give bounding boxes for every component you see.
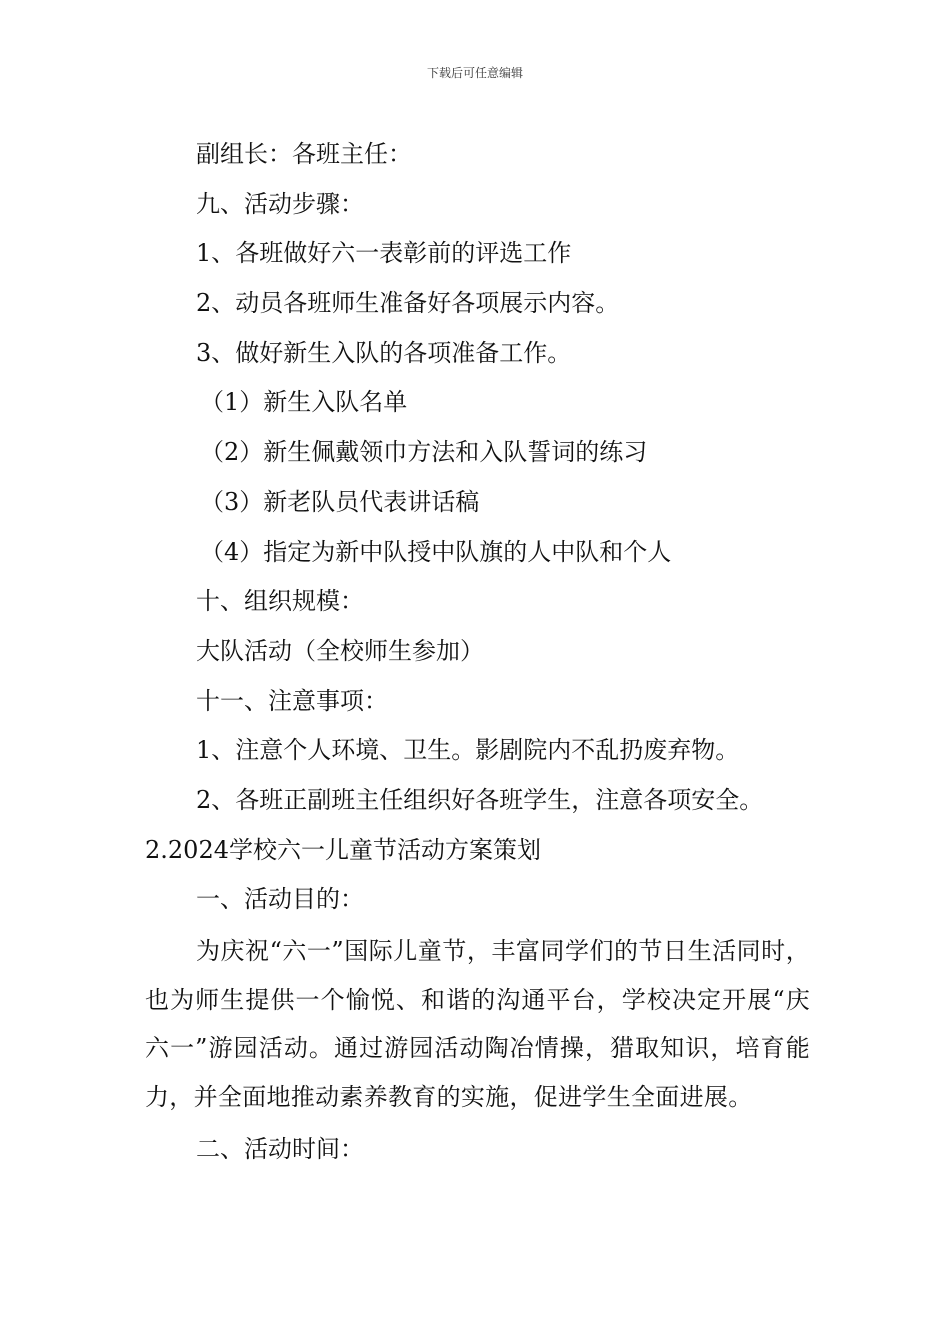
text-line: 1、各班做好六一表彰前的评选工作 — [196, 239, 572, 268]
section-heading: 十、组织规模： — [196, 587, 364, 616]
text-line: 2、动员各班师生准备好各项展示内容。 — [196, 289, 620, 318]
text-line: 副组长：各班主任： — [196, 140, 412, 168]
body-paragraph: 为庆祝“六一”国际儿童节，丰富同学们的节日生活同时，也为师生提供一个愉悦、和谐的沟通平台，学校决定开展“庆六一”游园活动。通过游园活动陶冶情操，猎取知识，培育能力，并全面地推动素养教育的实施，促进学生全面进展。 — [145, 937, 810, 1111]
page-header: 下载后可任意编辑 — [426, 66, 523, 80]
text-line: 3、做好新生入队的各项准备工作。 — [196, 338, 572, 367]
document-body — [145, 130, 810, 1175]
section-heading: 一、活动目的： — [196, 885, 364, 914]
document-title: 2.2024学校六一儿童节活动方案策划 — [145, 835, 541, 864]
text-line: 大队活动（全校师生参加） — [196, 636, 484, 665]
section-heading: 十一、注意事项： — [196, 686, 388, 715]
sub-item: （3）新老队员代表讲话稿 — [200, 487, 480, 516]
sub-item: （4）指定为新中队授中队旗的人中队和个人 — [200, 537, 672, 566]
section-heading: 九、活动步骤： — [196, 189, 364, 218]
section-heading: 二、活动时间： — [196, 1135, 364, 1163]
text-line: 2、各班正副班主任组织好各班学生，注意各项安全。 — [196, 785, 764, 814]
sub-item: （2）新生佩戴领巾方法和入队誓词的练习 — [200, 438, 648, 467]
sub-item: （1）新生入队名单 — [200, 388, 408, 417]
text-line: 1、注意个人环境、卫生。影剧院内不乱扔废弃物。 — [196, 736, 740, 765]
